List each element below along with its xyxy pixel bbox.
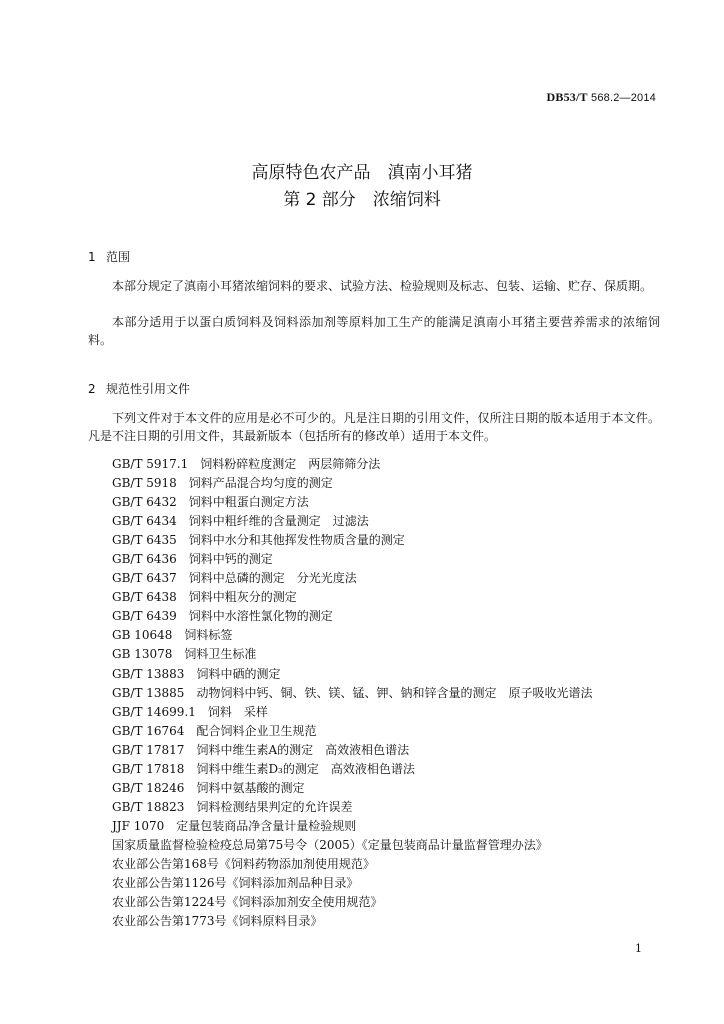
section-heading-scope (88, 249, 130, 265)
reference-list (112, 455, 592, 931)
reference-item: GB/T 13885 动物饲料中钙、铜、铁、镁、锰、钾、钠和锌含量的测定 原子吸收光谱法 (112, 685, 593, 700)
reference-item: GB/T 13883 饲料中硒的测定 (112, 666, 281, 681)
document-subtitle: 第 2 部分 浓缩饲料 (283, 190, 441, 210)
document-title: 高原特色农产品 滇南小耳猪 (251, 163, 473, 183)
standard-code (547, 90, 656, 105)
standard-prefix: DB53/T (546, 90, 588, 104)
reference-item: GB/T 6437 饲料中总磷的测定 分光光度法 (112, 571, 357, 586)
section-number: 1 (88, 250, 96, 264)
section-number: 2 (88, 382, 96, 396)
reference-item: JJF 1070 定量包装商品净含量计量检验规则 (112, 818, 357, 833)
reference-item: GB 10648 饲料标签 (112, 628, 233, 643)
reference-item: GB/T 6434 饲料中粗纤维的含量测定 过滤法 (112, 514, 369, 529)
reference-item: 农业部公告第1224号《饲料添加剂安全使用规范》 (112, 895, 383, 910)
reference-item: GB 13078 饲料卫生标准 (112, 647, 257, 662)
reference-item: 国家质量监督检验检疫总局第75号令（2005）《定量包装商品计量监督管理办法》 (112, 837, 548, 852)
reference-item: GB/T 18823 饲料检测结果判定的允许误差 (112, 799, 353, 814)
standard-number: 568.2—2014 (591, 92, 656, 104)
reference-item: GB/T 16764 配合饲料企业卫生规范 (112, 723, 317, 738)
reference-item: 农业部公告第168号《饲料药物添加剂使用规范》 (112, 856, 375, 871)
section-title: 范围 (106, 250, 131, 264)
reference-item: GB/T 6438 饲料中粗灰分的测定 (112, 590, 297, 605)
reference-item: GB/T 5918 饲料产品混合均匀度的测定 (112, 476, 333, 491)
references-intro-paragraph: 下列文件对于本文件的应用是必不可少的。凡是注日期的引用文件，仅所注日期的版本适用于本文件。凡是不注日期的引用文件，其最新版本（包括所有的修改单）适用于本文件。 (88, 411, 660, 443)
reference-item: GB/T 6436 饲料中钙的测定 (112, 552, 273, 567)
reference-item: GB/T 17818 饲料中维生素D₃的测定 高效液相色谱法 (112, 761, 415, 776)
reference-item: GB/T 6435 饲料中水分和其他挥发性物质含量的测定 (112, 533, 405, 548)
reference-item: GB/T 17817 饲料中维生素A的测定 高效液相色谱法 (112, 742, 410, 757)
section-heading-normative-references (88, 381, 190, 397)
reference-item: GB/T 18246 饲料中氨基酸的测定 (112, 780, 305, 795)
reference-item: GB/T 5917.1 饲料粉碎粒度测定 两层筛筛分法 (112, 457, 381, 471)
reference-item: GB/T 6432 饲料中粗蛋白测定方法 (112, 495, 309, 510)
reference-item: 农业部公告第1773号《饲料原料目录》 (112, 914, 323, 929)
scope-paragraph: 本部分适用于以蛋白质饲料及饲料添加剂等原料加工生产的能满足滇南小耳猪主要营养需求的浓缩饲料。 (88, 315, 660, 347)
reference-item: GB/T 6439 饲料中水溶性氯化物的测定 (112, 609, 333, 624)
reference-item: GB/T 14699.1 饲料 采样 (112, 704, 268, 719)
scope-paragraph: 本部分规定了滇南小耳猪浓缩饲料的要求、试验方法、检验规则及标志、包装、运输、贮存、保质期。 (112, 279, 653, 293)
section-title: 规范性引用文件 (106, 382, 191, 396)
reference-item: 农业部公告第1126号《饲料添加剂品种目录》 (112, 876, 359, 891)
page-number: 1 (635, 942, 642, 955)
